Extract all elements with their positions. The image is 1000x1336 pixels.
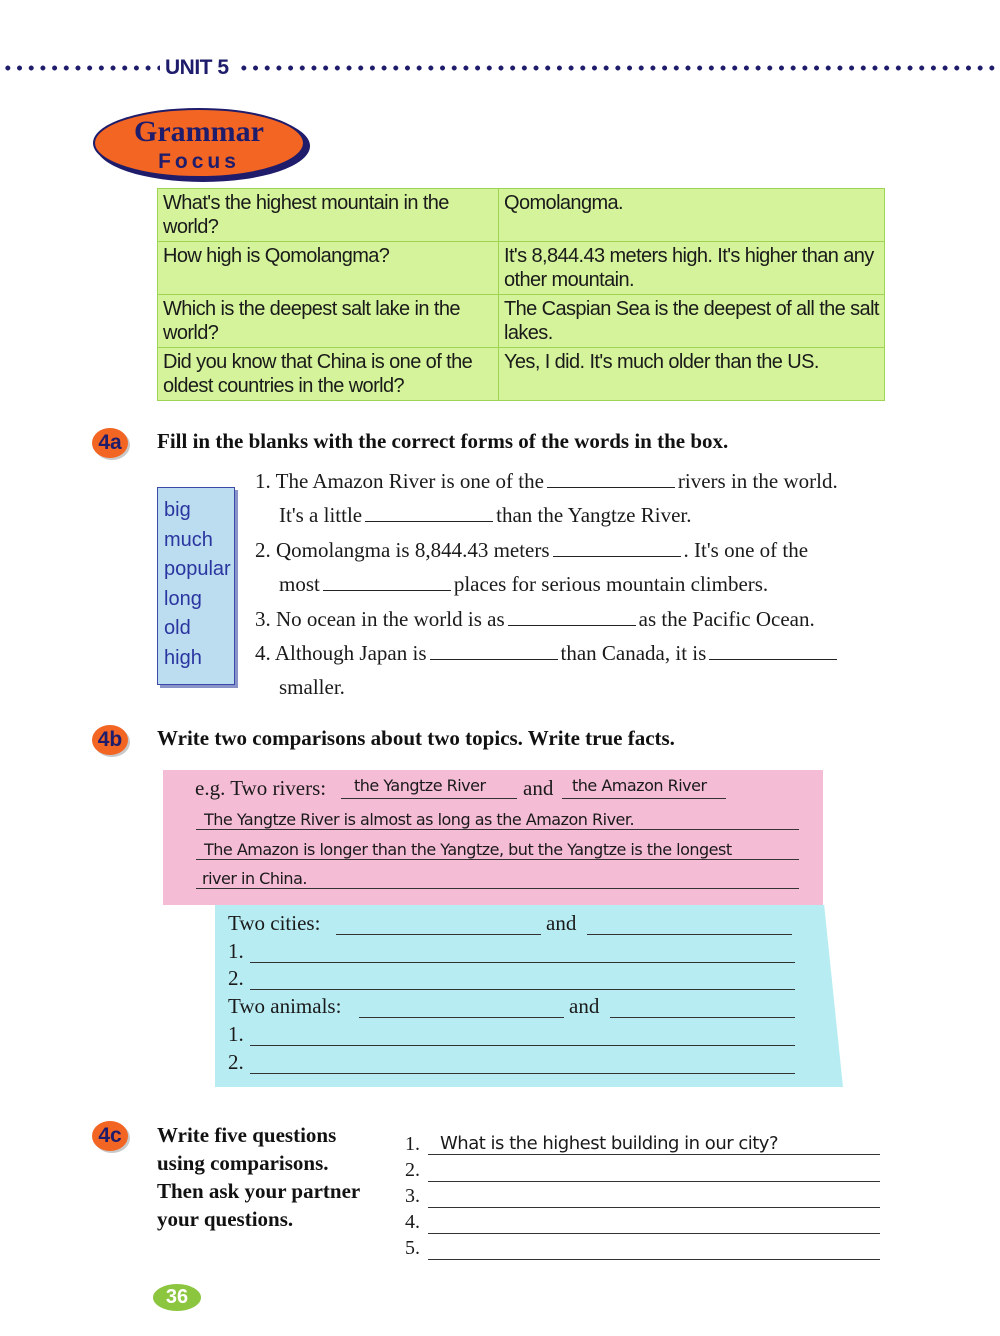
sentence-line: smaller. [279,675,345,699]
blank[interactable] [430,641,558,660]
exercise-badge-4c: 4c [92,1121,128,1151]
table-row [158,348,885,401]
question-cell: What's the highest mountain in the world? [158,189,499,242]
answer-line[interactable] [250,968,795,990]
exercise-badge-4b: 4b [92,725,128,755]
blank[interactable] [323,572,451,591]
example-answer: The Yangtze River is almost as long as the Amazon River. [196,810,799,830]
sentence-line: 3. No ocean in the world is as as the Pacific Ocean. [255,607,815,631]
and-label: and [569,994,600,1018]
city-input[interactable] [587,913,792,935]
grammar-focus-table [157,188,885,401]
city-input[interactable] [336,913,541,935]
question-line[interactable] [428,1185,880,1208]
sentence-line: It's a little than the Yangtze River. [279,503,692,527]
question-line[interactable] [428,1237,880,1260]
instruction-4c: Write five questions using comparisons. Then ask your partner your questions. [157,1123,361,1231]
example-answer: The Amazon is longer than the Yangtze, but the Yangtze is the longest [196,840,799,860]
topic-line: the Amazon River [562,776,726,799]
word: long [164,587,202,610]
cities-label: Two cities: [228,911,321,935]
question-cell: Which is the deepest salt lake in the world? [158,295,499,348]
animal-input[interactable] [610,996,795,1018]
word: big [164,499,191,521]
blank[interactable] [553,538,681,557]
animals-label: Two animals: [228,994,342,1018]
and-label: and [546,911,577,935]
answer-line[interactable] [250,941,795,963]
item-number: 1. [405,1133,420,1155]
item-number: 5. [405,1237,420,1259]
item-number: 2. [228,966,244,990]
word: popular [164,558,231,580]
table-row [158,242,885,295]
question-line[interactable] [428,1211,880,1234]
question-answer: What is the highest building in our city? [428,1133,880,1155]
instruction-4b: Write two comparisons about two topics. Write true facts. [157,726,675,750]
item-number: 2. [228,1050,244,1074]
page-number: 36 [153,1284,201,1311]
word: much [164,528,213,551]
table-row [158,295,885,348]
answer-cell: It's 8,844.43 meters high. It's higher than any other mountain. [499,242,885,295]
answer-cell: The Caspian Sea is the deepest of all the salt lakes. [499,295,885,348]
blank[interactable] [709,641,837,660]
answer-line[interactable] [250,1052,795,1074]
word: old [164,617,191,639]
answer-line[interactable] [250,1024,795,1046]
unit-label: UNIT 5 [165,56,229,79]
dotted-rule-right [238,64,1000,72]
example-answer: river in China. [196,869,799,889]
blank[interactable] [547,469,675,488]
sentence-line: most places for serious mountain climbers. [279,572,769,596]
table-row [158,189,885,242]
word-box [157,487,235,685]
blank[interactable] [365,503,493,522]
instruction-4a: Fill in the blanks with the correct forms of the words in the box. [157,429,729,453]
word: high [164,646,202,669]
example-label: e.g. Two rivers: [195,776,327,800]
sentence-line: 4. Although Japan is than Canada, it is [255,641,840,666]
grammar-focus-logo [91,105,311,183]
sentence-line: 1. The Amazon River is one of the rivers in the world. [255,469,838,493]
question-cell: Did you know that China is one of the oldest countries in the world? [158,348,499,401]
question-cell: How high is Qomolangma? [158,242,499,295]
exercise-badge-4a: 4a [92,428,128,458]
item-number: 1. [228,1022,244,1046]
item-number: 4. [405,1211,420,1233]
item-number: 2. [405,1159,420,1181]
dotted-rule-left [2,64,160,72]
answer-cell: Yes, I did. It's much older than the US. [499,348,885,401]
and-label: and [523,776,554,800]
topic-line: the Yangtze River [341,776,517,799]
answer-cell: Qomolangma. [499,189,885,242]
item-number: 3. [405,1185,420,1207]
animal-input[interactable] [359,996,564,1018]
logo-line1: Grammar [134,115,264,148]
sentence-line: 2. Qomolangma is 8,844.43 meters . It's one of the [255,538,809,562]
question-line[interactable] [428,1159,880,1182]
logo-line2: Focus [158,150,240,173]
blank[interactable] [508,607,636,626]
item-number: 1. [228,939,244,963]
